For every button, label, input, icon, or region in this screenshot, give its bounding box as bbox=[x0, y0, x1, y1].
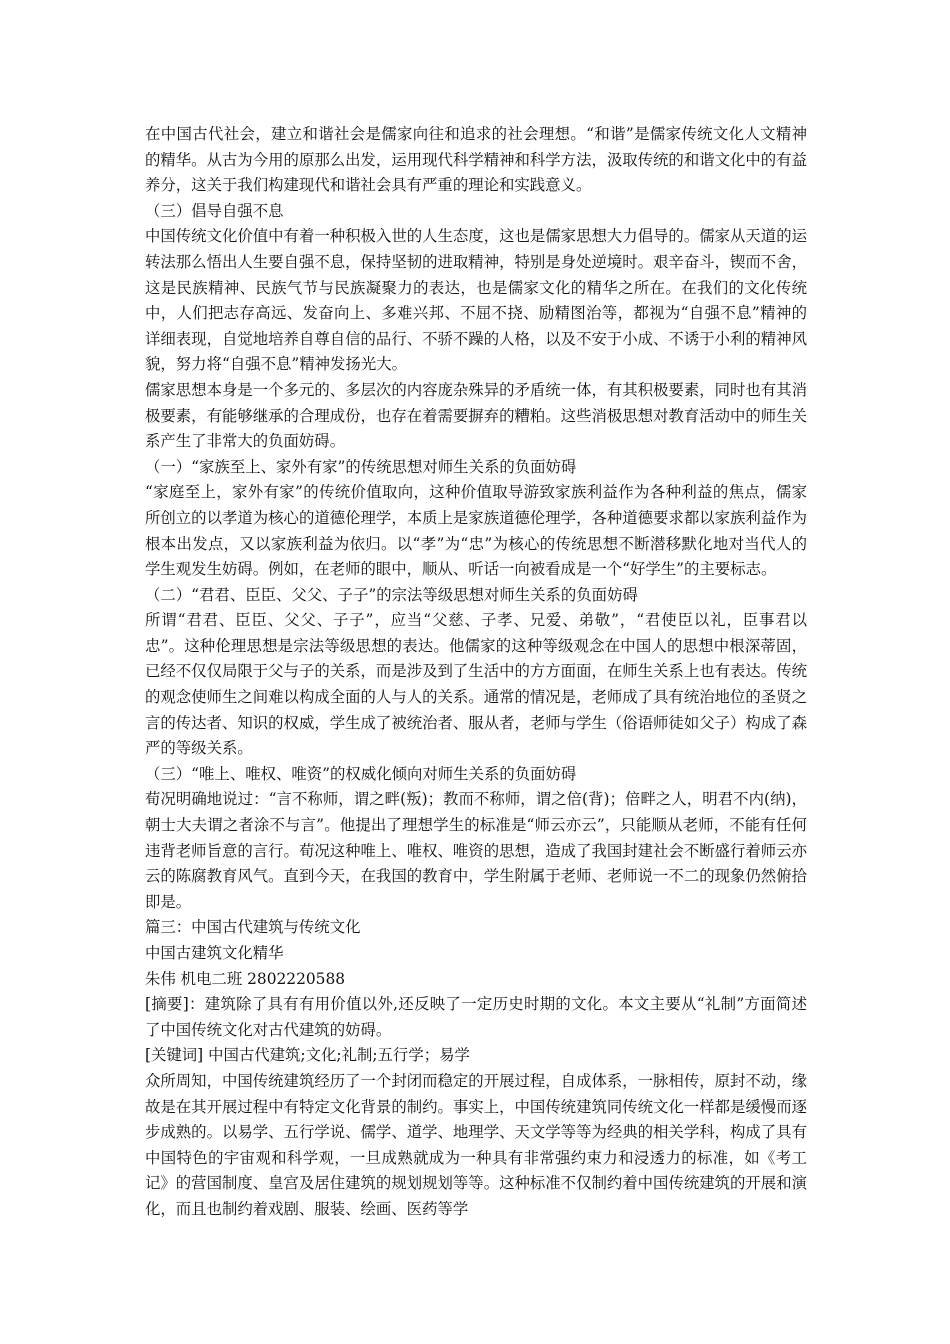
paragraph-self-improvement: 中国传统文化价值中有着一种积极入世的人生态度，这也是儒家思想大力倡导的。儒家从天道的运转法那么悟出人生要自强不息，保持坚韧的进取精神，特别是身处逆境时。艰辛奋斗，锲而不舍，这是民族精神、民族气节与民族凝聚力的表达，也是儒家文化的精华之所在。在我们的文化传统中，人们把志存高远、发奋向上、多难兴邦、不屈不挠、励精图治等，都视为“自强不息”精神的详细表现，自觉地培养自尊自信的品行、不骄不躁的人格，以及不安于小成、不诱于小利的精神风貌，努力将“自强不息”精神发扬光大。 bbox=[145, 227, 807, 374]
keywords: [关键词] 中国古代建筑;文化;礼制;五行学；易学 bbox=[145, 1046, 470, 1065]
heading-authority: （三）“唯上、唯权、唯资”的权威化倾向对师生关系的负面妨碍 bbox=[145, 764, 577, 783]
paragraph-confucian-negative: 儒家思想本身是一个多元的、多层次的内容庞杂殊异的矛盾统一体，有其积极要素，同时也有其消极要素，有能够继承的合理成份，也存在着需要摒弃的糟粕。这些消极思想对教育活动中的师生关系产生了非常大的负面妨碍。 bbox=[145, 380, 807, 451]
paragraph-architecture-intro: 众所周知，中国传统建筑经历了一个封闭而稳定的开展过程，自成体系，一脉相传，原封不动，缘故是在其开展过程中有特定文化背景的制约。事实上，中国传统建筑同传统文化一样都是缓慢而逐步成熟的。以易学、五行学说、儒学、道学、地理学、天文学等等为经典的相关学科，构成了具有中国特色的宇宙观和科学观，一旦成熟就成为一种具有非常强约束力和浸透力的标准，如《考工记》的营国制度、皇宫及居住建筑的规划规划等等。这种标准不仅制约着中国传统建筑的开展和演化，而且也制约着戏剧、服装、绘画、医药等学 bbox=[145, 1071, 807, 1218]
abstract: [摘要]：建筑除了具有有用价值以外,还反映了一定历史时期的文化。本文主要从“礼制”方面简述了中国传统文化对古代建筑的妨碍。 bbox=[145, 995, 807, 1039]
article-title: 中国古建筑文化精华 bbox=[145, 944, 284, 962]
heading-self-improvement: （三）倡导自强不息 bbox=[145, 201, 284, 220]
paragraph-harmony-intro: 在中国古代社会，建立和谐社会是儒家向往和追求的社会理想。“和谐”是儒家传统文化人文精神的精华。从古为今用的原那么出发，运用现代科学精神和科学方法，汲取传统的和谐文化中的有益养分，这关于我们构建现代和谐社会具有严重的理论和实践意义。 bbox=[145, 125, 807, 195]
heading-hierarchy: （二）“君君、臣臣、父父、子子”的宗法等级思想对师生关系的负面妨碍 bbox=[145, 585, 638, 604]
paragraph-authority: 荀况明确地说过：“言不称师，谓之畔(叛)；教而不称师，谓之倍(背)；倍畔之人，明君不内(纳)，朝士大夫谓之者涂不与言”。他提出了理想学生的标准是“师云亦云”，只能顺从老师，不能有任何违背老师旨意的言行。荀况这种唯上、唯权、唯资的思想，造成了我国封建社会不断盛行着师云亦云的陈腐教育风气。直到今天，在我国的教育中，学生附属于老师、老师说一不二的现象仍然俯拾即是。 bbox=[145, 790, 807, 911]
author-line: 朱伟 机电二班 2802220588 bbox=[145, 969, 346, 988]
paragraph-family-first: “家庭至上，家外有家”的传统价值取向，这种价值取导游致家族利益作为各种利益的焦点，儒家所创立的以孝道为核心的道德伦理学，本质上是家族道德伦理学，各种道德要求都以家族利益作为根本出发点，又以家族利益为依归。以“孝”为“忠”为核心的传统思想不断潜移默化地对当代人的学生观发生妨碍。例如，在老师的眼中，顺从、听话一向被看成是一个“好学生”的主要标志。 bbox=[145, 483, 807, 579]
document-body bbox=[145, 122, 807, 1223]
heading-family-first: （一）“家族至上、家外有家”的传统思想对师生关系的负面妨碍 bbox=[145, 457, 577, 476]
paragraph-hierarchy: 所谓“君君、臣臣、父父、子子”，应当“父慈、子孝、兄爱、弟敬”，“君使臣以礼，臣事君以忠”。这种伦理思想是宗法等级思想的表达。他儒家的这种等级观念在中国人的思想中根深蒂固，已经不仅仅局限于父与子的关系，而是涉及到了生活中的方方面面，在师生关系上也有表达。传统的观念使师生之间难以构成全面的人与人的关系。通常的情况是，老师成了具有统治地位的圣贤之言的传达者、知识的权威，学生成了被统治者、服从者，老师与学生（俗语师徒如父子）构成了森严的等级关系。 bbox=[145, 611, 807, 758]
heading-part-three: 篇三：中国古代建筑与传统文化 bbox=[145, 918, 361, 937]
